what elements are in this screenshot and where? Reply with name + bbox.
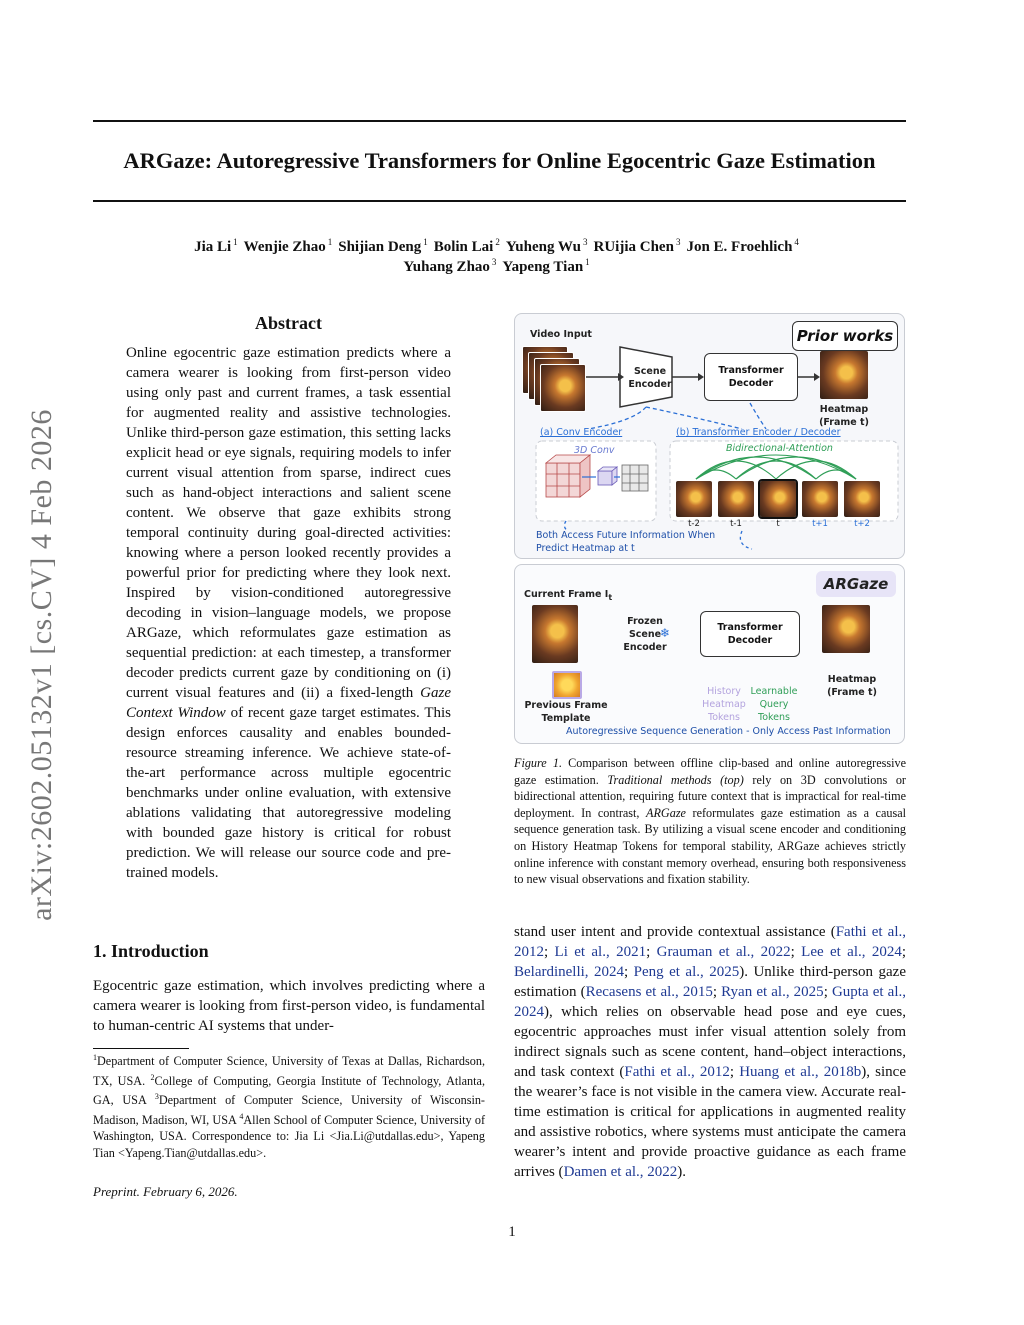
transformer-encoder-label: (b) Transformer Encoder / Decoder: [676, 427, 841, 438]
author-affiliation: 3: [583, 237, 588, 247]
text-run: reformulates gaze estimation as a causal sequence generation task. By utilizing a visual scene encoder and conditioning on History Heatmap Tokens for temporal stability, ARGaze achieves strictly online inference with constant memory overhead, ensuring both responsiveness to new visual observations and fixation stability.: [514, 805, 906, 887]
italic-text: Figure 1.: [514, 756, 563, 770]
text-run: ;: [712, 984, 722, 1000]
current-frame-sub: t: [608, 592, 613, 602]
seq-label-3: t: [776, 519, 780, 529]
text-run: ;: [624, 964, 634, 980]
figure-1: [514, 313, 906, 745]
dash-link-transformer-2: [750, 403, 766, 429]
seq-frame-2: [718, 481, 754, 517]
author-affiliation: 1: [423, 237, 428, 247]
prior-transformer-decoder: Transformer Decoder: [704, 353, 798, 401]
intro-right-text: [514, 922, 906, 1182]
seq-frame-3: [760, 481, 796, 517]
abstract-part-1: Online egocentric gaze estimation predicts where a camera wearer is looking from first-person video using only past and current frames, a task essential for augmented reality and assistive technologies. Unlike third-person gaze estimation, this setting lacks explicit head or eye signals, requiring models to infer current visual attention from sparse, indirect cues such as hand-object interactions and salient scene content. We observe that gaze exhibits strong temporal continuity during goal-directed activities: knowing where a person looked recently provides a powerful prior for predicting where they look next. Inspired by vision-conditioned autoregressive decoding in vision–language models, we propose ARGaze, which reformulates gaze estimation as sequential prediction: at each timestep, a transformer decoder predicts current gaze by conditioning on (i) current visual features and (ii) a fixed-length: [126, 345, 451, 701]
author-affiliation: 2: [495, 237, 500, 247]
text-run: ;: [729, 1064, 740, 1080]
author-name: Yuhang Zhao: [403, 259, 490, 275]
footnote-rule: [93, 1048, 189, 1049]
arxiv-stamp: [20, 380, 64, 950]
text-run: Department of Computer Science, University of Texas at Dallas, Richardson, TX, USA.: [93, 1054, 485, 1088]
citation-link[interactable]: Peng et al., 2025: [633, 964, 740, 980]
history-tokens-label: History Heatmap Tokens: [702, 686, 746, 723]
footnote-marker: 1: [93, 1053, 97, 1062]
italic-text: ARGaze: [646, 805, 686, 820]
preprint-date: Preprint. February 6, 2026.: [93, 1184, 238, 1199]
argaze-footer-note: Autoregressive Sequence Generation - Only Access Past Information: [566, 726, 891, 737]
prior-works-tag: Prior works: [792, 321, 898, 351]
conv-cube-mid: [598, 467, 617, 485]
author-name: Yuheng Wu: [505, 239, 582, 255]
affiliations-footnote: [93, 1050, 485, 1161]
scene-encoder-label: Scene Encoder: [628, 366, 672, 390]
citation-link[interactable]: Gupta et al., 2024: [514, 984, 906, 1020]
title-bottom-rule: [93, 200, 906, 202]
footnote-marker: 2: [150, 1072, 155, 1082]
current-frame-image: [532, 605, 578, 663]
italic-text: Traditional methods (top): [607, 772, 744, 787]
conv-cube-left: [546, 455, 590, 497]
author-name: Jon E. Froehlich: [686, 239, 793, 255]
prior-heatmap-label: Heatmap (Frame t): [819, 404, 869, 428]
bidir-label: Bidirectional-Attention: [726, 443, 833, 454]
learnable-tokens-label: Learnable Query Tokens: [750, 686, 798, 723]
figure-caption: [514, 755, 906, 888]
text-run: rely on 3D convolutions or bidirectional attention, requiring future context that is impractical for real-time deployment. In contrast,: [514, 772, 906, 820]
current-frame-label: [524, 589, 612, 602]
text-run: stand user intent and provide contextual assistance (: [514, 924, 836, 940]
seq-frame-4: [802, 481, 838, 517]
prior-heatmap-image: [820, 351, 868, 399]
frozen-encoder-label: Frozen Scene Encoder: [623, 616, 667, 653]
text-run: ;: [646, 944, 657, 960]
citation-link[interactable]: Huang et al., 2018b: [739, 1064, 862, 1080]
conv3d-label: 3D Conv: [574, 445, 615, 456]
intro-heading: 1. Introduction: [93, 941, 209, 961]
argaze-heatmap-image: [822, 605, 870, 653]
text-run: ), which relies on observable head pose and eye cues, egocentric approaches must infer visual attention solely from indirect signals such as scene content, hand–object interactions, and task context (: [514, 1004, 906, 1080]
author-affiliation: 1: [585, 257, 590, 267]
previous-template-image: [552, 671, 582, 699]
author-line-2: [93, 257, 906, 276]
argaze-tag: ARGaze: [816, 571, 896, 597]
text-run: ), since the wearer’s face is not visible in the camera view. Accurate real-time estimation is critical for applications in augmented reality and assistive robotics, where systems must anticipate the camera wearer’s intent and provide proactive guidance as each frame arrives (: [514, 1064, 906, 1180]
arxiv-id: arXiv:2602.05132v1 [cs.CV] 4 Feb 2026: [25, 409, 58, 921]
abstract-heading: Abstract: [255, 313, 322, 333]
future-arrow-right: [740, 531, 752, 549]
dash-link-transformer-1: [646, 407, 742, 429]
author-name: Wenjie Zhao: [243, 239, 326, 255]
citation-link[interactable]: Belardinelli, 2024: [514, 964, 625, 980]
text-run: Allen School of Computer Science, University of Washington, USA. Correspondence to: Jia Li <Jia.Li@utdallas.edu>, Yapeng Tian <Yapeng.Tian@utdallas.edu>.: [93, 1112, 485, 1160]
current-frame-text: Current Frame I: [524, 589, 609, 600]
author-name: Jia Li: [194, 239, 232, 255]
seq-label-2: t-1: [730, 519, 742, 529]
argaze-transformer-decoder: Transformer Decoder: [700, 611, 800, 657]
text-run: College of Computing, Georgia Institute of Technology, Atlanta, GA, USA: [93, 1073, 485, 1108]
citation-link[interactable]: Fathi et al., 2012: [514, 924, 906, 960]
text-run: Department of Computer Science, University of Wisconsin-Madison, Madison, WI, USA: [93, 1093, 485, 1127]
title-top-rule: [93, 120, 906, 122]
text-run: ;: [790, 944, 802, 960]
seq-frame-5: [844, 481, 880, 517]
snowflake-icon: ❄: [660, 626, 671, 640]
text-run: ;: [823, 984, 832, 1000]
conv-cube-right: [622, 465, 648, 491]
intro-left-text: Egocentric gaze estimation, which involves predicting where a camera wearer is looking from first-person video, is fundamental to human-centric AI systems that under-: [93, 978, 485, 1034]
author-affiliation: 3: [675, 237, 681, 247]
text-run: Comparison between offline clip-based and online autoregressive gaze estimation.: [514, 756, 907, 787]
video-input-label: Video Input: [530, 329, 592, 340]
author-affiliation: 1: [327, 237, 333, 247]
footnote-marker: 4: [239, 1111, 244, 1121]
text-run: ;: [901, 944, 907, 960]
author-line-1: [93, 237, 906, 256]
abstract-text: [126, 343, 451, 883]
text-run: ;: [544, 944, 555, 960]
seq-label-1: t-2: [688, 519, 700, 529]
author-affiliation: 4: [794, 237, 799, 247]
citation-link[interactable]: Recasens et al., 2015: [585, 984, 713, 1000]
citation-link[interactable]: Ryan et al., 2025: [721, 984, 824, 1000]
text-run: ). Unlike third-person gaze estimation (: [514, 964, 906, 1000]
seq-frame-1: [676, 481, 712, 517]
author-affiliation: 3: [491, 257, 497, 267]
citation-link[interactable]: Li et al., 2021: [554, 944, 647, 960]
author-name: Bolin Lai: [433, 239, 494, 255]
argaze-heatmap-label: Heatmap (Frame t): [827, 674, 877, 698]
dash-link-conv: [588, 407, 646, 429]
future-note: Both Access Future Information When Predict Heatmap at t: [536, 530, 716, 554]
page-number: 1: [508, 1224, 516, 1240]
previous-template-label: Previous Frame Template: [524, 700, 608, 724]
paper-title: ARGaze: Autoregressive Transformers for Online Egocentric Gaze Estimation: [123, 148, 876, 173]
abstract-part-3: of recent gaze target estimates. This design enforces causality and enables bounded-resource streaming inference. We achieve state-of-the-art performance across multiple egocentric benchmarks under online evaluation, with extensive ablations validating that autoregressive modeling with bounded gaze history is critical for robust prediction. We will release our source code and pre-trained models.: [126, 705, 451, 881]
conv-encoder-label: (a) Conv Encoder: [540, 427, 623, 438]
citation-link[interactable]: Damen et al., 2022: [563, 1164, 678, 1180]
citation-link[interactable]: Grauman et al., 2022: [656, 944, 791, 960]
citation-link[interactable]: Fathi et al., 2012: [624, 1064, 730, 1080]
text-run: ).: [677, 1164, 687, 1180]
abstract-part-2: Gaze Context Window: [126, 685, 451, 721]
citation-link[interactable]: Lee et al., 2024: [801, 944, 902, 960]
author-affiliation: 1: [233, 237, 238, 247]
author-name: Shijian Deng: [338, 239, 422, 255]
seq-label-5: t+2: [854, 519, 870, 529]
author-name: RUijia Chen: [593, 239, 674, 255]
author-name: Yapeng Tian: [502, 259, 584, 275]
footnote-marker: 3: [154, 1092, 159, 1102]
seq-label-4: t+1: [812, 519, 828, 529]
